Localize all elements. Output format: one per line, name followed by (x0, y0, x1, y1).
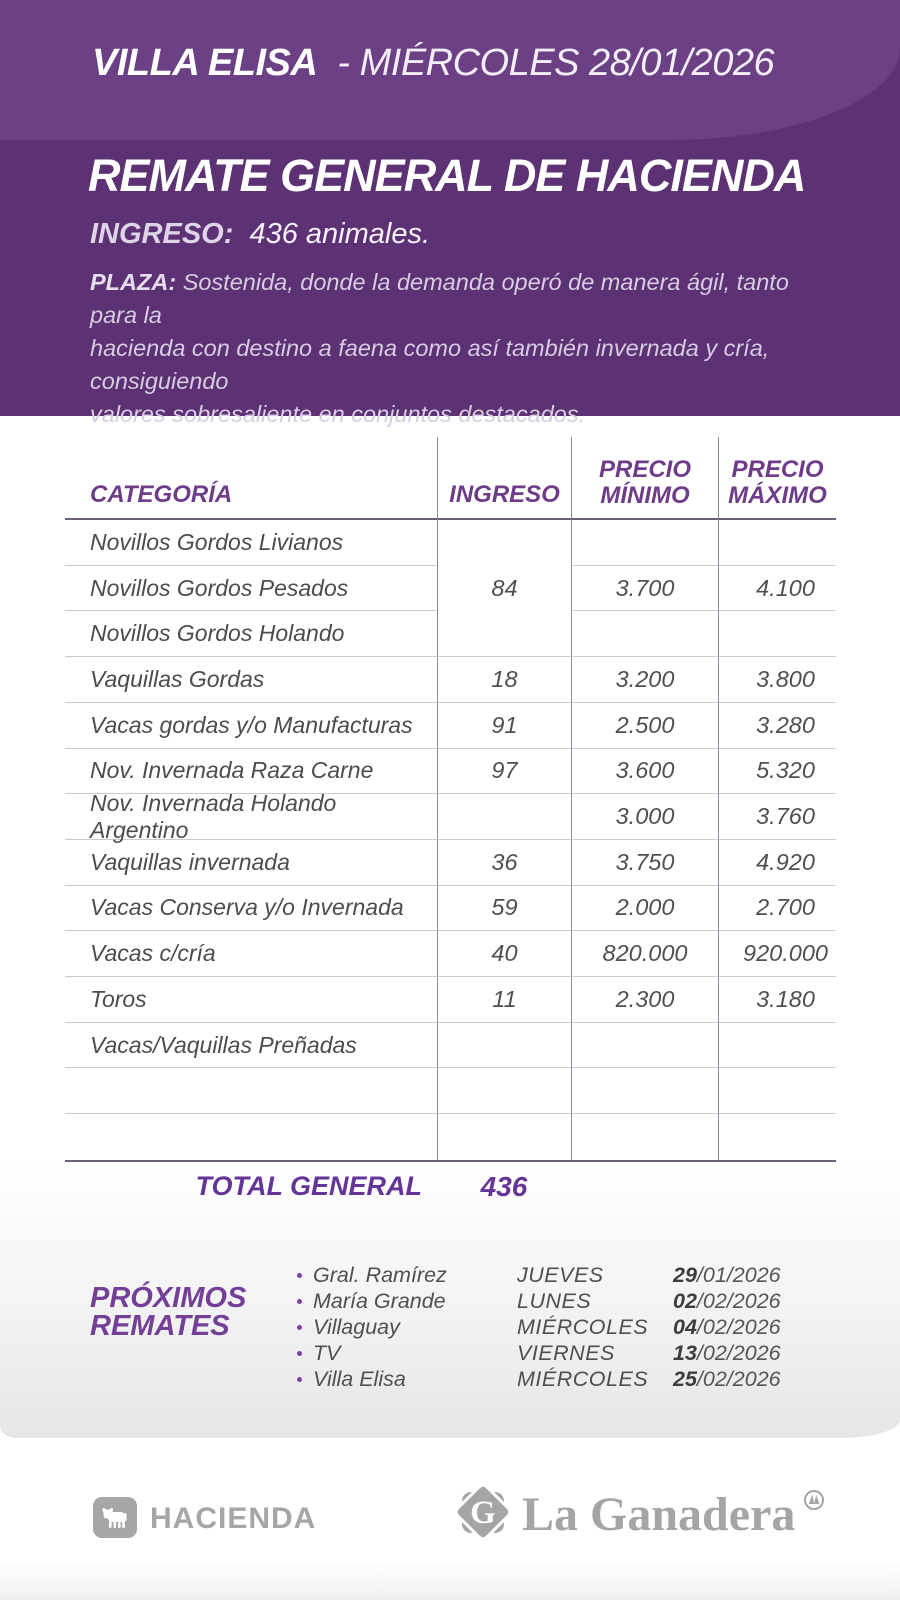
ingreso-cell: 11 (437, 977, 571, 1023)
auction-location: TV (313, 1341, 341, 1366)
precio-minimo-cell: 3.000 (571, 794, 718, 840)
category-cell: Toros (65, 977, 437, 1023)
precio-maximo-cell: 3.800 (718, 657, 836, 703)
auction-weekday: LUNES (517, 1289, 592, 1314)
category-cell: Novillos Gordos Holando (65, 611, 437, 657)
precio-minimo-cell: 3.200 (571, 657, 718, 703)
bullet-icon (297, 1299, 302, 1304)
upcoming-auction-row (297, 1367, 857, 1393)
auction-date: - MIÉRCOLES 28/01/2026 (337, 42, 775, 84)
upcoming-auction-row (297, 1341, 857, 1367)
precio-minimo-cell (571, 520, 718, 566)
ingreso-summary (90, 218, 430, 251)
bullet-icon (297, 1377, 302, 1382)
plaza-label: PLAZA: (90, 269, 177, 295)
auction-date: 13/02/2026 (673, 1341, 781, 1366)
ingreso-cell (437, 794, 571, 840)
precio-maximo-cell: 3.280 (718, 703, 836, 749)
auction-location: Gral. Ramírez (313, 1263, 447, 1288)
total-value: 436 (480, 1171, 528, 1202)
precio-maximo-cell: 2.700 (718, 886, 836, 932)
precio-minimo-cell (571, 1023, 718, 1069)
column-header-precio-maximo: PRECIO MÁXIMO (718, 437, 836, 520)
precio-maximo-cell (718, 1114, 836, 1160)
auction-date: 29/01/2026 (673, 1263, 781, 1288)
bottom-fade (0, 1560, 900, 1600)
page-title: REMATE GENERAL DE HACIENDA (88, 150, 806, 201)
upcoming-auctions-list (297, 1263, 857, 1392)
hero-panel (0, 0, 900, 427)
category-cell: Vacas Conserva y/o Invernada (65, 886, 437, 932)
ingreso-cell: 97 (437, 749, 571, 795)
la-ganadera-wordmark: La Ganadera (522, 1488, 796, 1541)
ingreso-cell (437, 1023, 571, 1069)
precio-minimo-cell (571, 1068, 718, 1114)
ingreso-cell: 91 (437, 703, 571, 749)
precio-minimo-cell: 2.000 (571, 886, 718, 932)
precio-maximo-cell (718, 1068, 836, 1114)
precio-minimo-cell (571, 1114, 718, 1160)
ingreso-cell (437, 1068, 571, 1114)
upcoming-auction-row (297, 1263, 857, 1289)
category-cell: Vacas gordas y/o Manufacturas (65, 703, 437, 749)
precio-maximo-cell: 5.320 (718, 749, 836, 795)
upcoming-auction-row (297, 1289, 857, 1315)
bullet-icon (297, 1273, 302, 1278)
ingreso-cell: 40 (437, 931, 571, 977)
auction-weekday: JUEVES (517, 1263, 604, 1288)
ingreso-cell: 36 (437, 840, 571, 886)
precio-maximo-cell: 4.100 (718, 566, 836, 612)
auction-date: 02/02/2026 (673, 1289, 781, 1314)
la-ganadera-logo (453, 1485, 513, 1540)
category-cell: Vaquillas invernada (65, 840, 437, 886)
category-cell (65, 1114, 437, 1160)
category-cell: Novillos Gordos Livianos (65, 520, 437, 566)
ingreso-value: 436 animales. (249, 218, 431, 250)
precio-minimo-cell: 3.750 (571, 840, 718, 886)
category-cell: Vacas/Vaquillas Preñadas (65, 1023, 437, 1069)
hacienda-cow-icon (93, 1497, 137, 1538)
bullet-icon (297, 1351, 302, 1356)
hacienda-label: HACIENDA (150, 1502, 317, 1535)
plaza-text: Sostenida, donde la demanda operó de manera ágil, tanto para la hacienda con destino a faena como así también invernada y cría, consiguiendo valores sobresaliente en conjuntos destacados. (90, 269, 789, 427)
category-cell: Novillos Gordos Pesados (65, 566, 437, 612)
auction-location: Villa Elisa (313, 1367, 406, 1391)
category-cell: Nov. Invernada Holando Argentino (65, 794, 437, 840)
trademark-icon (803, 1489, 825, 1516)
precio-maximo-cell: 920.000 (718, 931, 836, 977)
precio-maximo-cell (718, 611, 836, 657)
precio-minimo-cell: 2.500 (571, 703, 718, 749)
prices-table (65, 437, 836, 1162)
precio-maximo-cell (718, 520, 836, 566)
precio-maximo-cell: 3.760 (718, 794, 836, 840)
precio-minimo-cell: 820.000 (571, 931, 718, 977)
auction-date: 25/02/2026 (673, 1367, 781, 1391)
category-cell (65, 1068, 437, 1114)
precio-maximo-cell: 4.920 (718, 840, 836, 886)
ingreso-cell: 18 (437, 657, 571, 703)
plaza-paragraph (90, 266, 830, 431)
precio-maximo-cell: 3.180 (718, 977, 836, 1023)
proximos-remates-title: PRÓXIMOS REMATES (90, 1282, 247, 1342)
ingreso-cell (437, 1114, 571, 1160)
total-label: TOTAL GENERAL (195, 1171, 422, 1201)
ingreso-label: INGRESO: (90, 218, 234, 250)
location-title: VILLA ELISA (92, 42, 318, 84)
bullet-icon (297, 1325, 302, 1330)
total-row (65, 1171, 571, 1203)
auction-location: Villaguay (313, 1315, 400, 1340)
ingreso-merged-cell: 84 (437, 520, 571, 657)
category-cell: Vaquillas Gordas (65, 657, 437, 703)
hero-top-band (0, 0, 900, 140)
auction-weekday: MIÉRCOLES (517, 1315, 649, 1340)
precio-minimo-cell: 2.300 (571, 977, 718, 1023)
auction-date: 04/02/2026 (673, 1315, 781, 1340)
precio-minimo-cell (571, 611, 718, 657)
precio-minimo-cell: 3.700 (571, 566, 718, 612)
column-header-categoria: CATEGORÍA (65, 437, 437, 520)
precio-maximo-cell (718, 1023, 836, 1069)
auction-weekday: MIÉRCOLES (517, 1367, 649, 1391)
category-cell: Vacas c/cría (65, 931, 437, 977)
hero-topline (92, 42, 774, 85)
la-ganadera-logo-letter: G (470, 1494, 496, 1531)
ingreso-cell: 59 (437, 886, 571, 932)
upcoming-auction-row (297, 1315, 857, 1341)
column-header-precio-minimo: PRECIO MÍNIMO (571, 437, 718, 520)
auction-weekday: VIERNES (517, 1341, 615, 1366)
column-header-ingreso: INGRESO (437, 437, 571, 520)
category-cell: Nov. Invernada Raza Carne (65, 749, 437, 795)
precio-minimo-cell: 3.600 (571, 749, 718, 795)
auction-location: María Grande (313, 1289, 446, 1314)
